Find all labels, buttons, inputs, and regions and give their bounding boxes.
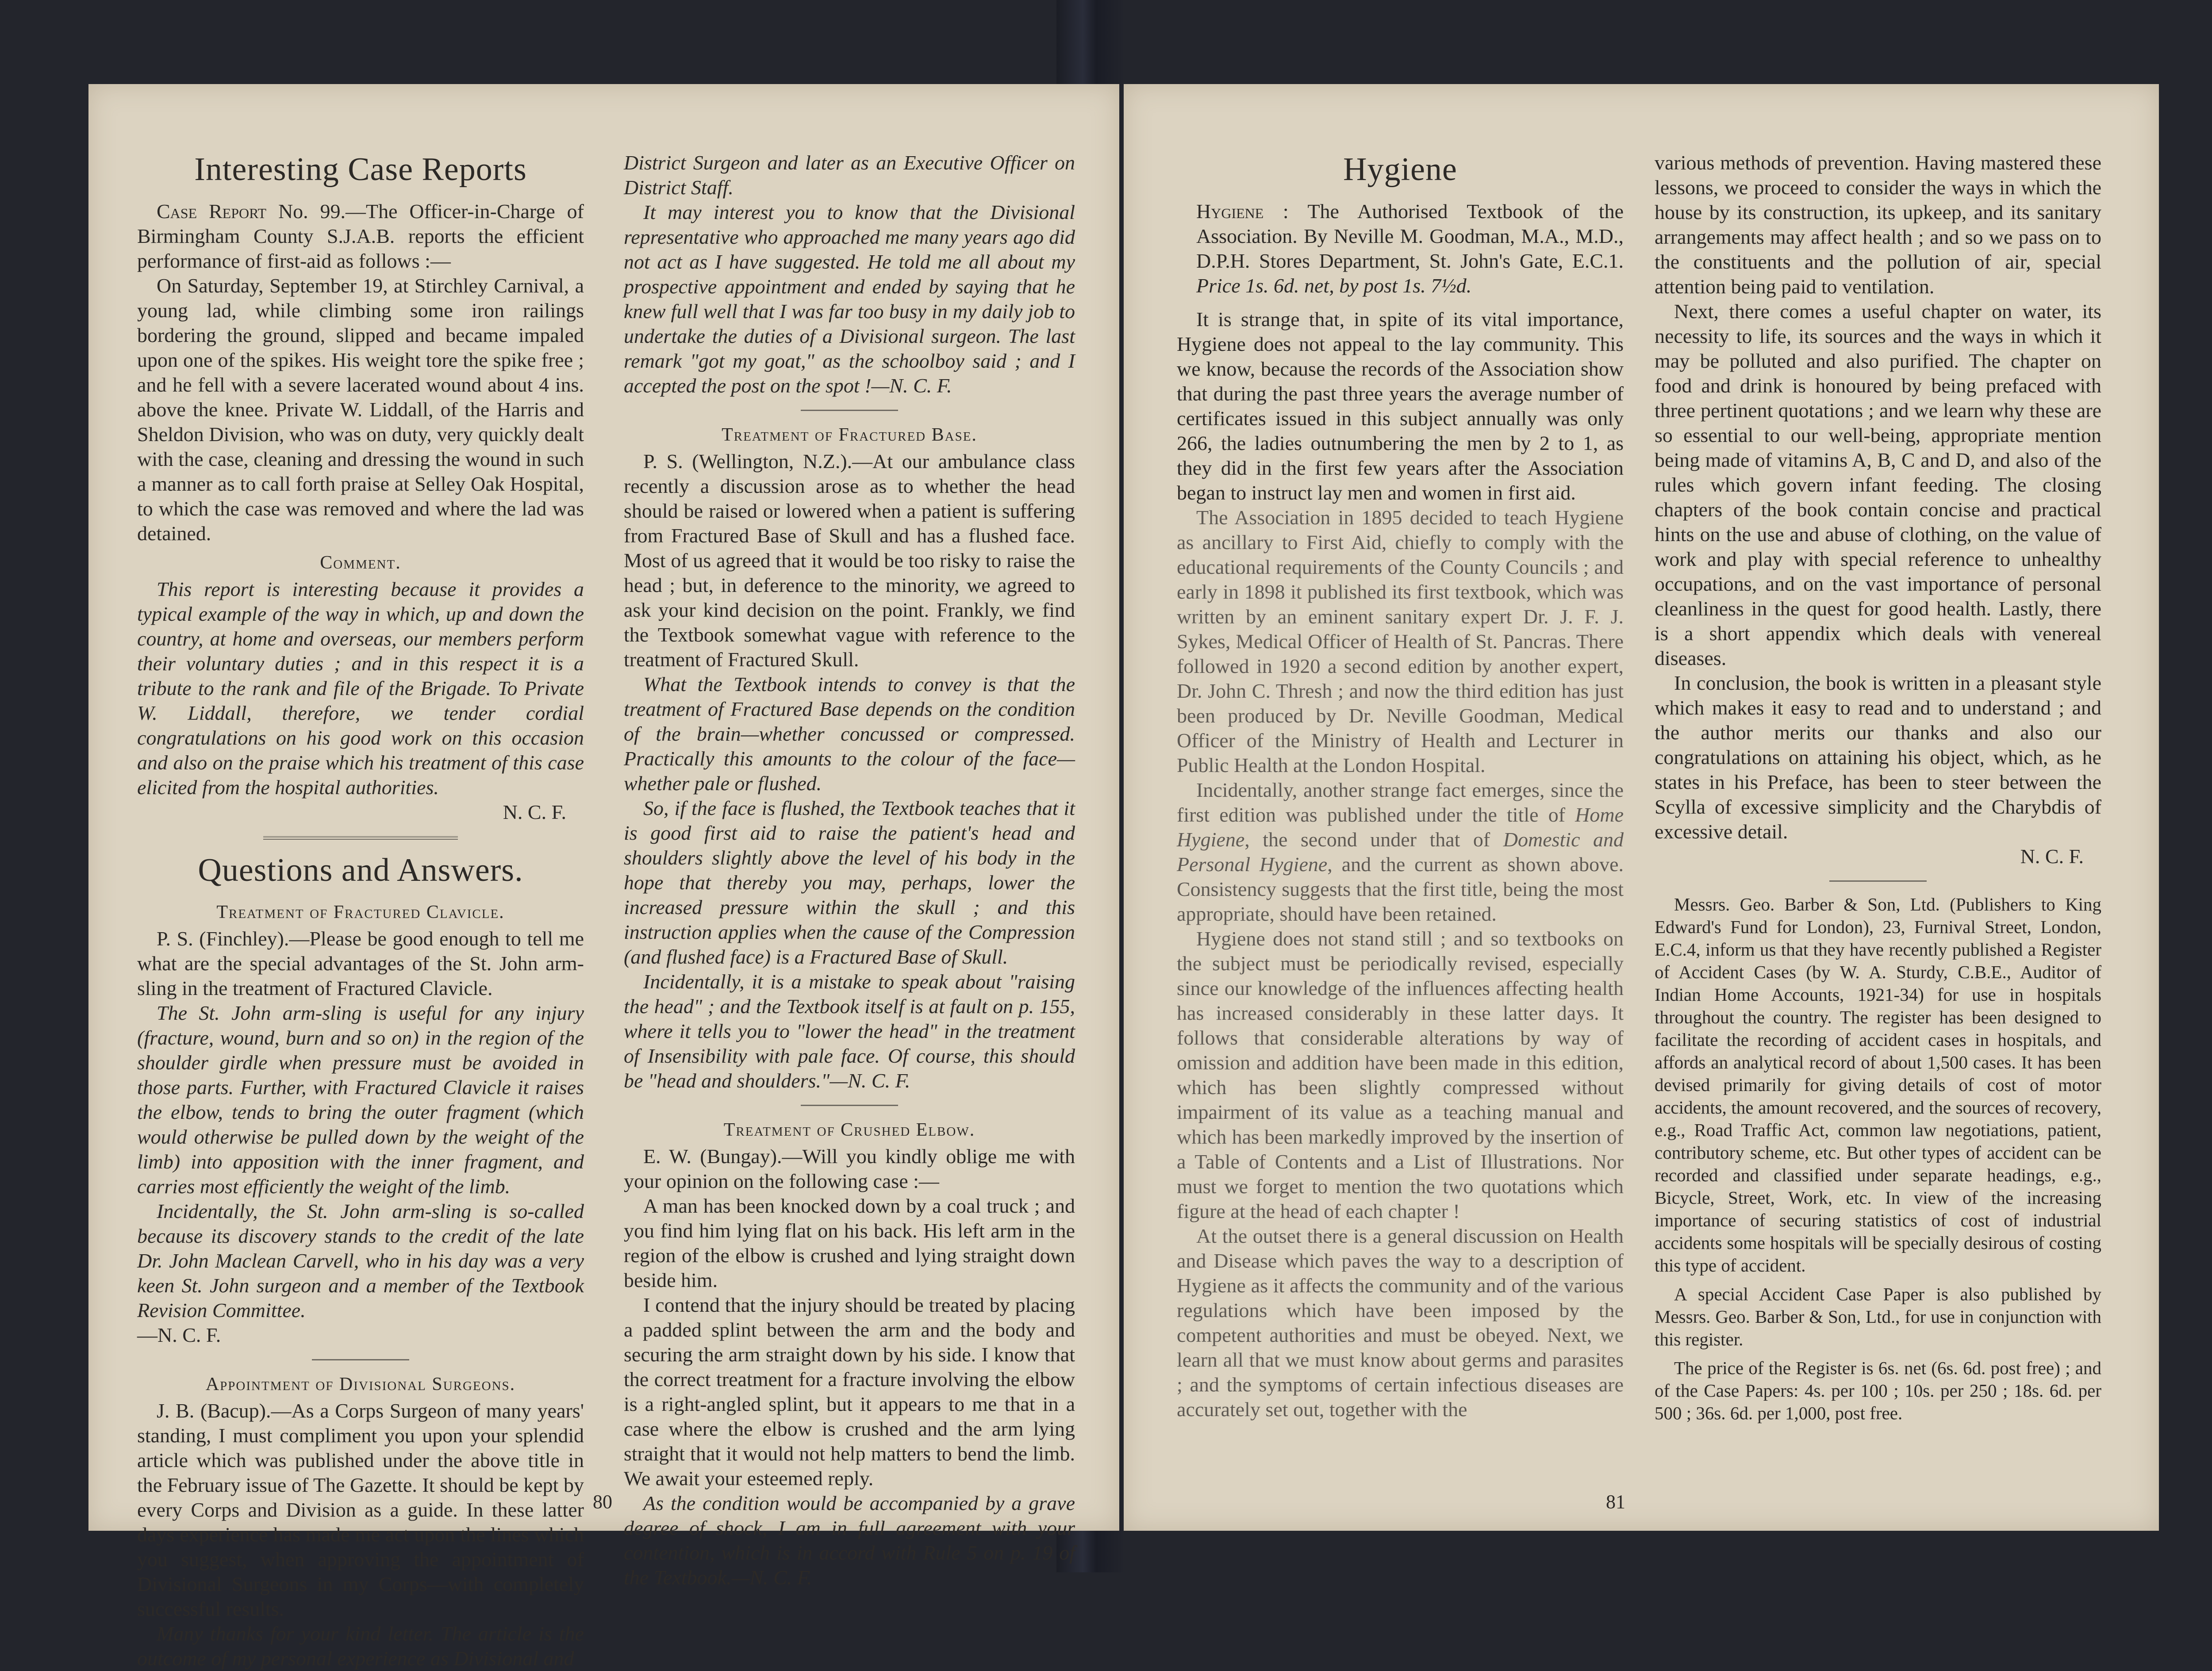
question-text: J. B. (Bacup).—As a Corps Surgeon of many years' standing, I must compliment you upon your splendid article which was published under the above title in the February issue of The Gazette. It should be kept by every Corps and Division as a guide. In these latter days experience has made me act upon the lines which you suggest, when approving the appointment of Divisional Surgeons in my Corps—with completely successful results. [137,1399,584,1620]
comment-heading: Comment. [320,553,401,573]
review-paragraph: Next, there comes a useful chapter on water, its necessity to life, its sources and the ways in which it may be polluted and also purified. The chapter on food and drink is honoured by being prefaced with three pertinent quotations ; and we learn why these are so essential to our well-being, appropriate mention being made of vitamins A, B, C and D, and also of the rules which govern infant feeding. The closing chapters of the book contain concise and practical hints on the use and abuse of clothing, on the value of work and play with special reference to unhealthy occupations, and on the vast importance of personal cleanliness in the quest for good health. Lastly, there is a short appendix which deals with venereal diseases. [1655,300,2101,669]
review-paragraph: various methods of prevention. Having mastered these lessons, we proceed to consider the ways in which the house by its construction, its upkeep, and its sanitary arrangements may affect health ; and so we pass on to the constituents and the pollution of air, special attention being paid to ventilation. [1655,151,2101,298]
case-report-intro [137,199,584,273]
comment-text: This report is interesting because it provides a typical example of the way in which, up and down the country, at home and overseas, our members perform their voluntary duties ; and in this respect it is a tribute to the rank and file of the Brigade. To Private W. Liddall, therefore, we tender cordial congratulations on his good work on this occasion and also on the praise which his treatment of this case elicited from the hospital authorities. [137,578,584,799]
answer-body: It may interest you to know that the Divisional representative who approached me many years ago did not act as I have suggested. He told me all about my prospective appointment and ended by saying that he knew full well that I was far too busy in my daily job to undertake the duties of a Divisional surgeon. The last remark "got my goat," as the schoolboy said ; and I accepted the post on the spot ! [624,201,1075,397]
divider [1829,880,1927,882]
question-text: P. S. (Wellington, N.Z.).—At our ambulance class recently a discussion arose as to whether the head should be raised or lowered when a patient is suffering from Fractured Base of Skull and has a flushed face. Most of us agreed that it would be too risky to raise the head ; but, in deference to the minority, we agreed to ask your kind decision on the point. Frankly, we find the Textbook somewhat vague with reference to the treatment of Fractured Skull. [624,450,1075,671]
answer-text: So, if the face is flushed, the Textbook teaches that it is good first aid to raise the patient's head and shoulders slightly above the level of his body in the hope that thereby you may, perhaps, lower the increased pressure within the skull ; and this instruction applies when the cause of the Compression (and flushed face) is a Fractured Base of Skull. [624,797,1075,968]
right-column-1 [1177,150,1624,1422]
signature: —N. C. F. [830,1069,910,1092]
book-title-ref: Home Hygiene [1177,803,1624,851]
review-paragraph: In conclusion, the book is written in a pleasant style which makes it easy to read and to understand ; and the author merits our thanks and also our congratulations on attaining his object, which, as he states in his Preface, has been to steer between the Scylla of excessive simplicity and the Charybdis of excessive detail. [1655,672,2101,843]
review-paragraph: Hygiene does not stand still ; and so textbooks on the subject must be periodically revised, especially since our knowledge of the influences affecting health has increased considerably in these latter days. It follows that considerable alterations by way of omission and addition have been made in this edition, which has been slightly compressed without impairment of its value as a teaching manual and which has been markedly improved by the insertion of a Table of Contents and a List of Illustrations. Nor must we forget to mention the two quotations which figure at the head of each chapter ! [1177,927,1624,1222]
question-body: I contend that the injury should be treated by placing a padded splint between the arm and the body and securing the arm straight down by his side. I know that the correct treatment for a fracture involving the elbow is a right-angled splint, but it appears to me that in a case where the elbow is crushed and the arm lying straight that it would not help matters to bend the limb. We await your esteemed reply. [624,1294,1075,1490]
heading-interesting-case-reports: Interesting Case Reports [194,151,527,188]
answer-text [624,969,1075,1093]
book-title-ref: Domestic and Personal Hygiene [1177,828,1624,876]
signature: N. C. F. [2020,845,2084,868]
left-page [88,84,1119,1670]
right-column-2 [1655,150,2101,1425]
question-text: E. W. (Bungay).—Will you kindly oblige me with your opinion on the following case :— [624,1145,1075,1192]
case-report-body: On Saturday, September 19, at Stirchley Carnival, a young lad, while climbing some iron railings bordering the ground, slipped and became impaled upon one of the spikes. His weight tore the spike free ; and he fell with a severe lacerated wound about 4 ins. above the knee. Private W. Liddall, of the Harris and Sheldon Division, who was on duty, very quickly dealt with the case, cleaning and dressing the wound in such a manner as to call forth praise at Selley Oak Hospital, to which the case was removed and where the lad was detained. [137,274,584,545]
signature: —N. C. F. [871,374,952,397]
text-run: , and the current as shown above. Consistency suggests that the first title, being the most appropriate, should have been retained. [1177,853,1624,925]
publisher-notice: A special Accident Case Paper is also published by Messrs. Geo. Barber & Son, Ltd., for use in conjunction with this register. [1655,1284,2101,1349]
question-body: A man has been knocked down by a coal truck ; and you find him lying flat on his back. His left arm in the region of the elbow is crushed and lying straight down beside him. [624,1195,1075,1291]
subhead-fractured-base: Treatment of Fractured Base. [722,425,977,445]
divider [312,1359,409,1360]
signature: —N. C. F. [137,1324,221,1346]
answer-text [624,1491,1075,1590]
book-citation [1177,199,1624,298]
page-number: 80 [593,1491,612,1513]
price-notice: The price of the Register is 6s. net (6s. 6d. post free) ; and of the Case Papers: 4s. per 100 ; 10s. per 250 ; 18s. 6d. per 500 ; 36s. 6d. per 1,000, post free. [1655,1358,2101,1423]
page-number: 81 [1606,1491,1625,1513]
right-page [1124,84,2159,1531]
review-paragraph: At the outset there is a general discussion on Health and Disease which paves the way to a description of Hygiene as it affects the community and of the various regulations which have been imposed by the competent authorities and must be obeyed. Next, we learn all that we must know about germs and parasites ; and the symptoms of certain infectious diseases are accurately set out, together with the [1177,1225,1624,1421]
subhead-crushed-elbow: Treatment of Crushed Elbow. [723,1120,975,1140]
answer-text [624,200,1075,398]
divider [263,836,458,840]
answer-text: Incidentally, the St. John arm-sling is so-called because its discovery stands to the credit of the late Dr. John Maclean Carvell, who in his day was a very keen St. John surgeon and a member of the Textbook Revision Committee. [137,1200,584,1321]
case-report-label: Case Report [157,200,267,223]
answer-text: Many thanks for your kind letter. The article is the outcome of my personal experience as Divisional and [137,1622,584,1670]
review-paragraph [1177,778,1624,926]
review-paragraph: It is strange that, in spite of its vital importance, Hygiene does not appeal to the lay community. This we know, because the records of the Association show that during the past three years the average number of certificates issued in this subject annually was only 266, the ladies outnumbering the men by 2 to 1, as they did in the first few years after the Association began to instruct lay men and women in first aid. [1177,308,1624,504]
left-column-2 [624,150,1075,1590]
answer-text: The St. John arm-sling is useful for any injury (fracture, wound, burn and so on) in the region of the shoulder girdle when pressure must be avoided in those parts. Further, with Fractured Clavicle it raises the elbow, tends to bring the outer fragment (which would otherwise be pulled down by the weight of the limb) into apposition with the inner fragment, and carries most efficiently the weight of the limb. [137,1002,584,1198]
divider [801,410,898,411]
book-text: : The Authorised Textbook of the Association. By Neville M. Goodman, M.A., M.D., D.P.H. Stores Department, St. John's Gate, E.C.1. [1196,200,1624,272]
signature: —N. C. F. [731,1566,812,1589]
text-run: , the second under that of [1244,828,1503,851]
case-report-text: No. 99.—The Officer-in-Charge of Birmingham County S.J.A.B. reports the efficient performance of first-aid as follows :— [137,200,584,272]
publisher-notice: Messrs. Geo. Barber & Son, Ltd. (Publishers to King Edward's Fund for London), 23, Furnival Street, London, E.C.4, inform us that they have recently published a Register of Accident Cases (by W. A. Sturdy, C.B.E., Auditor of Indian Home Accounts, 1921-34) for use in hospitals throughout the country. The register has been designed to facilitate the recording of accident cases in hospitals, and affords an analytical record of about 1,500 cases. It has been devised primarily for giving details of cost of motor accidents, the amount recovered, and the sources of recovery, e.g., Road Traffic Act, common law negotiations, patient, contributory scheme, etc. But other types of accident can be recorded and classified under separate headings, e.g., Bicycle, Street, Work, etc. In view of the increasing importance of securing statistics of cost of industrial accidents some hospitals will be specially desirous of costing this type of accident. [1655,894,2101,1275]
signature: N. C. F. [503,801,566,823]
review-paragraph: The Association in 1895 decided to teach Hygiene as ancillary to First Aid, chiefly to comply with the educational requirements of the County Councils ; and early in 1898 it published its first textbook, which was written by an eminent sanitary expert Dr. J. F. J. Sykes, Medical Officer of Health of St. Pancras. There followed in 1920 a second edition by another expert, Dr. John C. Thresh ; and now the third edition has just been produced by Dr. Neville Goodman, Medical Officer of the Ministry of Health and Lecturer in Public Health at the London Hospital. [1177,506,1624,776]
question-text: P. S. (Finchley).—Please be good enough to tell me what are the special advantages of the St. John arm-sling in the treatment of Fractured Clavicle. [137,927,584,999]
answer-text: What the Textbook intends to convey is that the treatment of Fractured Base depends on the condition of the brain—whether concussed or compressed. Practically this amounts to the colour of the face—whether pale or flushed. [624,673,1075,795]
text-run: Incidentally, another strange fact emerges, since the first edition was published under the title of [1177,779,1624,826]
answer-body: As the condition would be accompanied by a grave degree of shock, I am in full agreement with your contention, which is in accord with Rule 5 on p. 19 of the Textbook. [624,1492,1075,1589]
subhead-divisional-surgeons: Appointment of Divisional Surgeons. [205,1374,516,1394]
book-label: Hygiene [1196,200,1264,223]
divider [801,1105,898,1106]
heading-hygiene: Hygiene [1343,151,1457,188]
answer-continued: District Surgeon and later as an Executive Officer on District Staff. [624,151,1075,199]
heading-questions-answers: Questions and Answers. [198,852,523,888]
answer-body: Incidentally, it is a mistake to speak about "raising the head" ; and the Textbook itself is at fault on p. 155, where it tells you to "lower the head" in the treatment of Insensibility with pale face. Of course, this should be "head and shoulders." [624,970,1075,1092]
book-price: Price 1s. 6d. net, by post 1s. 7½d. [1196,274,1472,297]
left-column-1 [137,150,584,1671]
subhead-fractured-clavicle: Treatment of Fractured Clavicle. [216,902,505,922]
